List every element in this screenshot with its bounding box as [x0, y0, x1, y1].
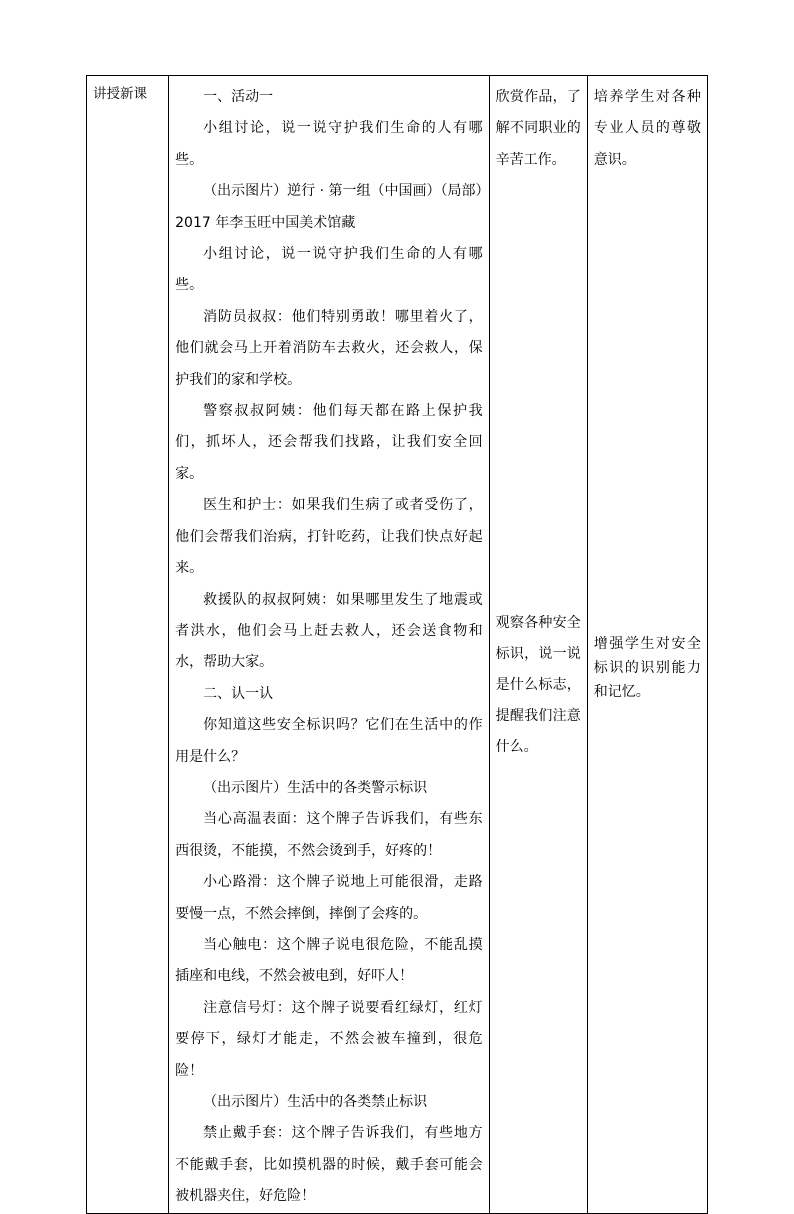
content-paragraph: （出示图片）逆行 · 第一组（中国画）（局部）	[203, 183, 490, 200]
content-paragraph: 消防员叔叔：他们特别勇敢！哪里着火了，他们就会马上开着消防车去救火，还会救人，保护我们的家和学校。	[175, 308, 483, 388]
design-intent-top	[588, 76, 707, 176]
content-paragraph: 2017 年李玉旺中国美术馆藏	[175, 214, 356, 231]
intent-text: 培养学生对各种专业人员的尊敬意识。	[593, 89, 701, 168]
content-body	[169, 76, 489, 1213]
content-paragraph: 小心路滑：这个牌子说地上可能很滑，走路要慢一点，不然会摔倒，摔倒了会疼的。	[175, 874, 483, 922]
activity-text: 观察各种安全标识，说一说是什么标志，提醒我们注意什么。	[495, 615, 581, 755]
content-paragraph: 救援队的叔叔阿姨：如果哪里发生了地震或者洪水，他们会马上赶去救人，还会送食物和水，帮助大家。	[175, 591, 483, 671]
student-activity-cell	[489, 76, 587, 1214]
content-paragraph: 二、认一认	[203, 685, 274, 702]
stage-cell	[87, 76, 169, 1214]
content-paragraph: 禁止戴手套：这个牌子告诉我们，有些地方不能戴手套，比如摸机器的时候，戴手套可能会被机器夹住，好危险！	[175, 1125, 483, 1205]
design-intent-cell	[587, 76, 707, 1214]
table-row	[87, 76, 708, 1214]
lesson-plan-table	[86, 75, 708, 1214]
content-paragraph: 小组讨论，说一说守护我们生命的人有哪些。	[175, 246, 483, 294]
content-paragraph: 小组讨论，说一说守护我们生命的人有哪些。	[175, 120, 483, 168]
activity-text: 欣赏作品，了解不同职业的辛苦工作。	[495, 89, 581, 168]
student-activity-bottom	[496, 608, 581, 763]
stage-label: 讲授新课	[93, 86, 147, 102]
content-paragraph: （出示图片）生活中的各类禁止标识	[203, 1094, 428, 1110]
content-paragraph: 当心高温表面：这个牌子告诉我们，有些东西很烫，不能摸，不然会烫到手，好疼的！	[175, 811, 483, 859]
content-paragraph: 医生和护士：如果我们生病了或者受伤了，他们会帮我们治病，打针吃药，让我们快点好起来。	[175, 497, 483, 577]
content-paragraph: 当心触电：这个牌子说电很危险，不能乱摸插座和电线，不然会被电到，好吓人！	[175, 936, 483, 985]
intent-text: 增强学生对安全标识的识别能力和记忆。	[593, 636, 701, 700]
content-cell	[169, 76, 490, 1214]
content-paragraph: 警察叔叔阿姨：他们每天都在路上保护我们，抓坏人，还会帮我们找路，让我们安全回家。	[175, 403, 483, 482]
design-intent-bottom	[594, 632, 701, 704]
content-paragraph: 一、活动一	[203, 89, 274, 105]
content-paragraph: 注意信号灯：这个牌子说要看红绿灯，红灯要停下，绿灯才能走，不然会被车撞到，很危险！	[175, 999, 483, 1079]
content-paragraph: 你知道这些安全标识吗？它们在生活中的作用是什么？	[175, 717, 483, 765]
student-activity-top	[490, 76, 587, 176]
content-paragraph: （出示图片）生活中的各类警示标识	[203, 779, 428, 796]
